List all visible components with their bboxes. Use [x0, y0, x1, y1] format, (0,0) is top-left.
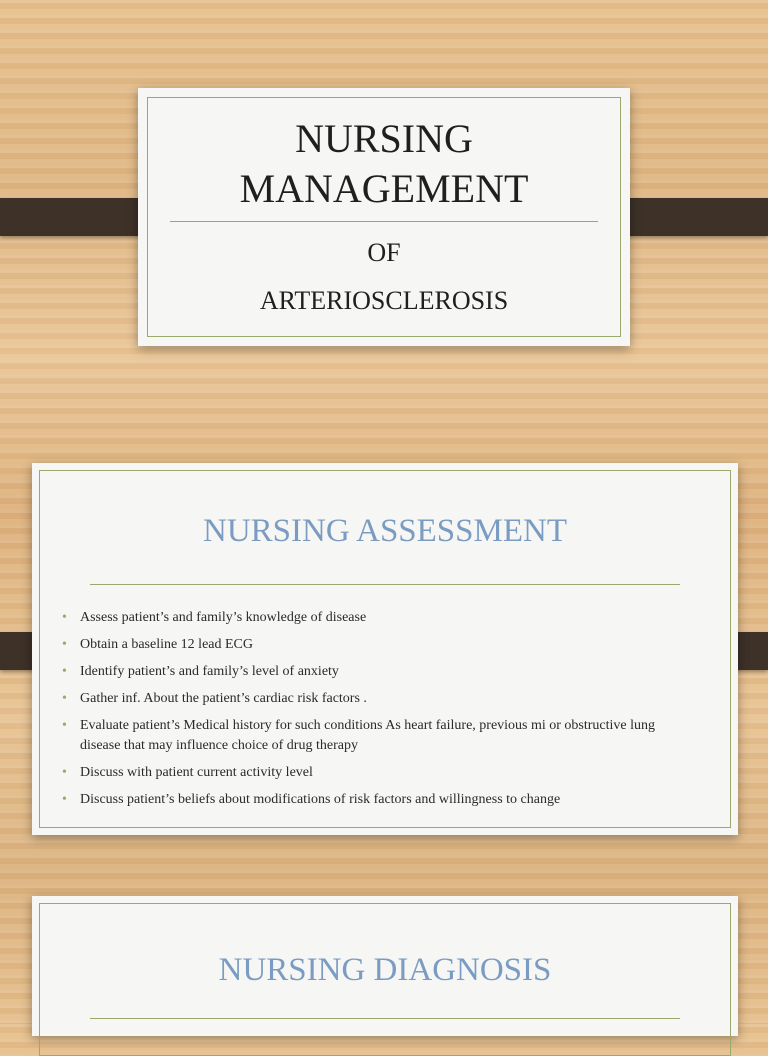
- bullet-item: • Obtain a baseline 12 lead ECG: [62, 635, 678, 655]
- title-divider: [170, 221, 598, 222]
- bullet-dot-icon: •: [62, 792, 67, 807]
- bullet-item: • Discuss patient’s beliefs about modifications of risk factors and willingness to change: [62, 790, 678, 810]
- slide-of: OF: [367, 238, 401, 267]
- assessment-bullet-list: [62, 608, 678, 817]
- bullet-item: • Discuss with patient current activity level: [62, 763, 678, 783]
- bullet-item: • Identify patient’s and family’s level of anxiety: [62, 662, 678, 682]
- diagnosis-divider: [90, 1018, 680, 1019]
- title-strap-left: [0, 198, 156, 236]
- bullet-dot-icon: •: [62, 637, 67, 652]
- title-line-2: MANAGEMENT: [239, 166, 529, 211]
- title-strap-right: [613, 198, 768, 236]
- assessment-heading: NURSING ASSESSMENT: [203, 513, 567, 549]
- bullet-dot-icon: •: [62, 765, 67, 780]
- slide-title: [138, 114, 630, 214]
- bullet-item: • Assess patient’s and family’s knowledge of disease: [62, 608, 678, 628]
- bullet-dot-icon: •: [62, 664, 67, 679]
- diagnosis-heading: NURSING DIAGNOSIS: [218, 952, 552, 988]
- bullet-dot-icon: •: [62, 610, 67, 625]
- title-slide: [138, 88, 630, 346]
- title-line-1: NURSING: [295, 116, 473, 161]
- assessment-slide: [32, 463, 738, 835]
- bullet-item: • Evaluate patient’s Medical history for such conditions As heart failure, previous mi or obstructive lung disease that may influence choice of drug therapy: [62, 718, 656, 753]
- bullet-dot-icon: •: [62, 718, 67, 733]
- diagnosis-slide: [32, 896, 738, 1036]
- assessment-divider: [90, 584, 680, 585]
- bullet-dot-icon: •: [62, 691, 67, 706]
- slide-subtitle: ARTERIOSCLEROSIS: [259, 286, 509, 315]
- bullet-item: • Gather inf. About the patient’s cardiac risk factors .: [62, 689, 678, 709]
